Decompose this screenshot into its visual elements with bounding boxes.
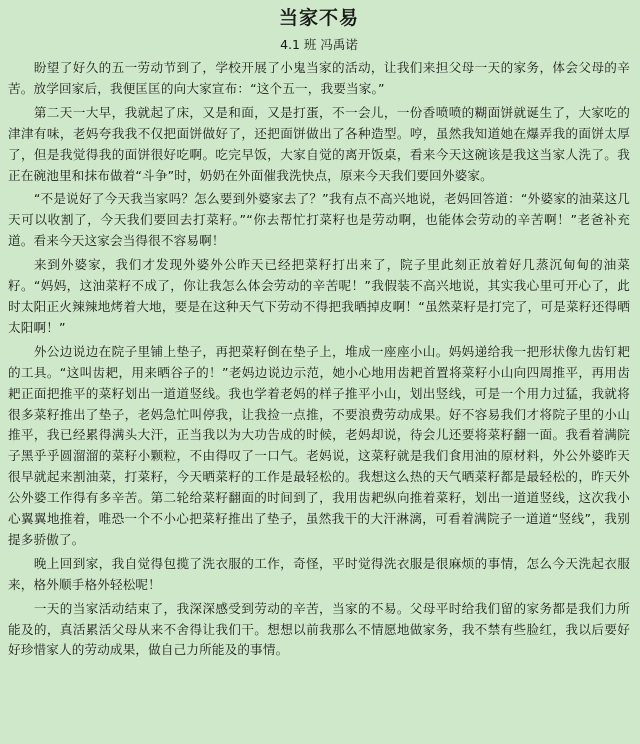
paragraph-2: 第二天一大早，我就起了床，又是和面，又是打蛋，不一会儿，一份香喷喷的糊面饼就诞生了，大家吃的津津有味，老妈夸我我不仅把面饼做好了，还把面饼做出了各种造型。哼，虽然我知道她在爆弄我的面饼太厚了，但是我觉得我的面饼很好吃啊。吃完早饭，大家自觉的离开饭桌，看来今天这碗该是我这当家人洗了。我正在碗池里和抹布做着“斗争”时，奶奶在外面催我洗快点，原来今天我们要回外婆家。	[8, 104, 630, 183]
paragraph-6: 晚上回到家，我自觉得包揽了洗衣服的工作，奇怪，平时觉得洗衣服是很麻烦的事情，怎么今天洗起衣服来，格外顺手格外轻松呢！	[8, 555, 630, 592]
paragraph-4: 来到外婆家，我们才发现外婆外公昨天已经把菜籽打出来了，院子里此刻正放着好几蒸沉甸甸的油菜籽。“妈妈，这油菜籽不成了，你让我怎么体会劳动的辛苦呢！”我假装不高兴地说，其实我心里可开心了，此时太阳正火辣辣地烤着大地，要是在这种天气下劳动不得把我晒掉皮啊！“虽然菜籽是打完了，可是菜籽还得晒太阳啊！”	[8, 257, 630, 335]
essay-byline: 4.1 班 冯禹诺	[280, 37, 358, 52]
paragraph-7: 一天的当家活动结束了，我深深感受到劳动的辛苦，当家的不易。父母平时给我们留的家务都是我们力所能及的，真活累活父母从来不舍得让我们干。想想以前我那么不情愿地做家务，我不禁有些脸红，我以后要好好珍惜家人的劳动成果，做自己力所能及的事情。	[8, 600, 630, 658]
essay-title: 当家不易	[278, 7, 359, 29]
paragraph-3: “不是说好了今天我当家吗？怎么要到外婆家去了？”我有点不高兴地说，老妈回答道：“外婆家的油菜这几天可以收割了，今天我们要回去打菜籽。”“你去帮忙打菜籽也是劳动啊，也能体会劳动的辛苦啊！”老爸补充道。看来今天这家会当得很不容易啊！	[8, 191, 630, 249]
paragraph-1: 盼望了好久的五一劳动节到了，学校开展了小鬼当家的活动，让我们来担父母一天的家务，体会父母的辛苦。放学回家后，我便匡匡的向大家宣布：“这个五一，我要当家。”	[8, 60, 630, 96]
paragraph-5: 外公边说边在院子里铺上垫子，再把菜籽倒在垫子上，堆成一座座小山。妈妈递给我一把形状像九齿钉耙的工具。“这叫齿耙，用来晒谷子的！”老妈边说边示范，她小心地用齿耙首置将菜籽小山向四周推平，再用齿耙正面把推平的菜籽划出一道道竖线。我也学着老妈的样子推平小山，划出竖线，可是一个用力过猛，我就将很多菜籽推出了垫子，老妈急忙叫停我，让我捡一点推，不要浪费劳动成果。好不容易我们才将院子里的小山推平，我已经累得满头大汗，正当我以为大功告成的时候，老妈却说，待会儿还要将菜籽翻一面。我看着满院子黑乎乎圆溜溜的菜籽小颗粒，不由得叹了一口气。老妈说，这菜籽就是我们食用油的原材料，外公外婆昨天很早就起来割油菜，打菜籽，今天晒菜籽的工作是最轻松的。我想这么热的天气晒菜籽都是最轻松的，昨天外公外婆工作得有多辛苦。第二轮给菜籽翻面的时间到了，我用齿耙纵向推着菜籽，划出一道道竖线，这次我小心翼翼地推着，唯恐一个不小心把菜籽推出了垫子，虽然我干的大汗淋漓，可看着满院子一道道“竖线”，我别提多骄傲了。	[8, 343, 630, 547]
